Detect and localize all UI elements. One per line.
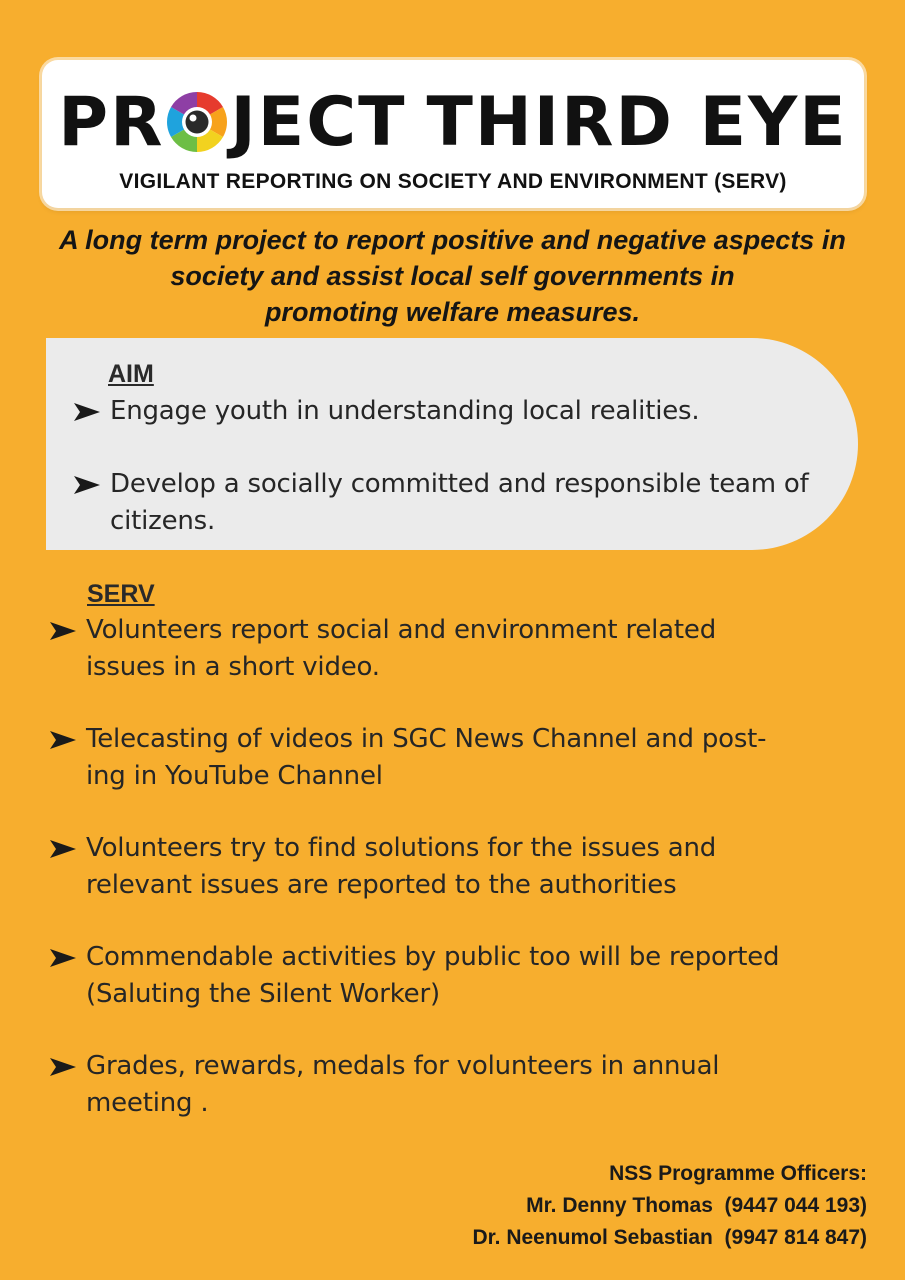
officers-heading: NSS Programme Officers: bbox=[609, 1162, 867, 1185]
arrowhead-bullet-icon bbox=[48, 1057, 78, 1077]
tagline-line-3: promoting welfare measures. bbox=[264, 297, 641, 327]
aim-item-text: Engage youth in understanding local realities. bbox=[110, 396, 700, 426]
aim-item bbox=[72, 466, 809, 540]
aim-item bbox=[72, 393, 699, 430]
title-part-ject: JECT bbox=[230, 82, 407, 162]
aim-item-text: Develop a socially committed and responsible team of bbox=[110, 469, 809, 499]
serv-item bbox=[48, 1048, 719, 1122]
arrowhead-bullet-icon bbox=[72, 475, 102, 495]
serv-item bbox=[48, 612, 716, 686]
title-card bbox=[42, 60, 864, 208]
title-part-pr: PR bbox=[58, 82, 165, 162]
project-title bbox=[42, 74, 864, 170]
serv-item-text: Grades, rewards, medals for volunteers in annual bbox=[86, 1051, 720, 1081]
serv-item-text-cont: (Saluting the Silent Worker) bbox=[86, 979, 440, 1009]
serv-item-text: Telecasting of videos in SGC News Channel and post- bbox=[86, 724, 767, 754]
arrowhead-bullet-icon bbox=[48, 948, 78, 968]
serv-item-text-cont: ing in YouTube Channel bbox=[86, 761, 383, 791]
officer-line-1: Mr. Denny Thomas (9447 044 193) bbox=[526, 1194, 867, 1217]
serv-item-text: Commendable activities by public too will be reported bbox=[86, 942, 780, 972]
serv-item bbox=[48, 939, 779, 1013]
serv-item bbox=[48, 721, 766, 795]
arrowhead-bullet-icon bbox=[48, 839, 78, 859]
serv-item-text-cont: meeting . bbox=[86, 1088, 209, 1118]
aim-item-text-cont: citizens. bbox=[110, 506, 216, 536]
tagline-line-2: society and assist local self governments in bbox=[170, 261, 735, 291]
officers-block bbox=[472, 1158, 867, 1254]
arrowhead-bullet-icon bbox=[72, 402, 102, 422]
officer-line-2: Dr. Neenumol Sebastian (9947 814 847) bbox=[472, 1226, 867, 1249]
tagline-line-1: A long term project to report positive and negative aspects in bbox=[59, 225, 846, 255]
serv-item-text: Volunteers try to find solutions for the issues and bbox=[86, 833, 717, 863]
serv-item bbox=[48, 830, 716, 904]
serv-item-text-cont: relevant issues are reported to the authorities bbox=[86, 870, 677, 900]
aim-heading: AIM bbox=[108, 360, 154, 388]
serv-item-text: Volunteers report social and environment related bbox=[86, 615, 717, 645]
tagline bbox=[30, 222, 875, 330]
arrowhead-bullet-icon bbox=[48, 621, 78, 641]
subtitle: VIGILANT REPORTING ON SOCIETY AND ENVIRONMENT (SERV) bbox=[119, 170, 787, 193]
camera-aperture-icon bbox=[166, 91, 228, 153]
arrowhead-bullet-icon bbox=[48, 730, 78, 750]
title-part-third-eye: THIRD EYE bbox=[426, 82, 848, 162]
serv-item-text-cont: issues in a short video. bbox=[86, 652, 380, 682]
serv-heading: SERV bbox=[87, 580, 155, 608]
